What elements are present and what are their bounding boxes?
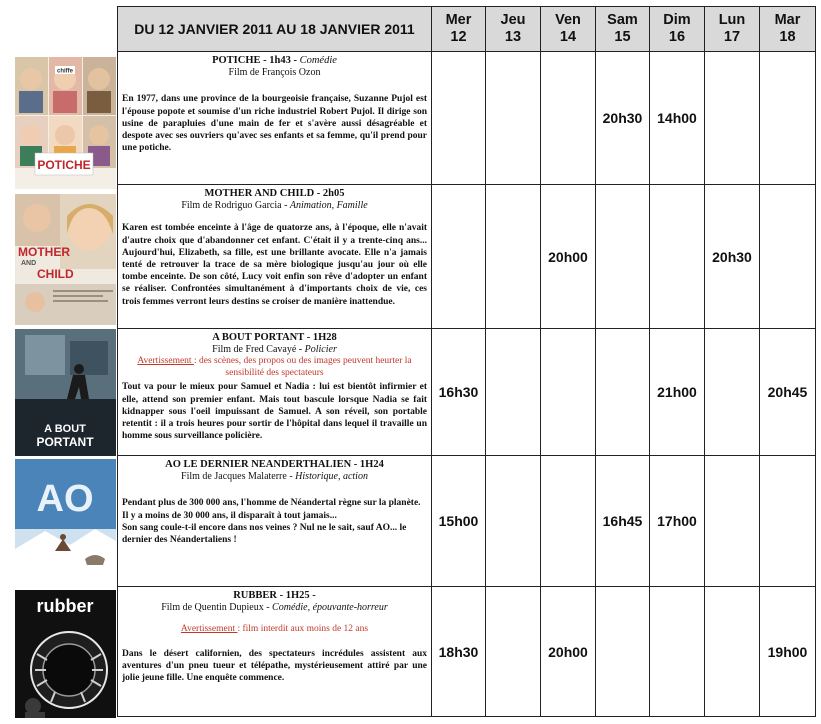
synopsis-line: Son sang coule-t-il encore dans nos veines ? Nul ne le sait, sauf AO... le dernier des Néandertaliens !: [122, 522, 407, 546]
day-name: Sam: [607, 12, 638, 28]
showtime-cell: [432, 185, 486, 329]
film-row-potiche: [118, 52, 816, 185]
film-row-a-bout-portant: [118, 329, 816, 456]
showtime-cell: [541, 456, 596, 587]
film-synopsis: [122, 222, 427, 307]
film-synopsis: [122, 381, 427, 442]
showtime-cell: [760, 456, 816, 587]
showtime-cell: [596, 329, 650, 456]
synopsis-line: Pendant plus de 300 000 ans, l'homme de Néandertal règne sur la planète.: [122, 498, 421, 509]
poster-mother-and-child: [15, 194, 116, 325]
showtime-cell: [650, 185, 705, 329]
film-director-text: Film de Jacques Malaterre -: [181, 471, 296, 483]
poster-mother-label-1: MOTHER: [18, 245, 70, 259]
showtime-cell: [596, 185, 650, 329]
film-director: [122, 471, 427, 483]
film-description: [118, 185, 432, 329]
film-row-rubber: [118, 587, 816, 717]
showtime-cell: 17h00: [650, 456, 705, 587]
film-description: [118, 52, 432, 185]
film-director-text: Film de Rodriguo Garcia -: [181, 200, 290, 212]
synopsis-text: En 1977, dans une province de la bourgeoisie française, Suzanne Pujol est l'épouse popote et soumise d'un riche industriel Robert Pujol. Il dirige son usine de parapluies d'une main de fer et s'avère aussi désagréable et despote avec ses ouvriers qu'avec ses enfants et sa femme, qu'il prend pour une potiche.: [122, 94, 427, 154]
showtime-cell: 20h00: [541, 185, 596, 329]
day-header-sam: [596, 7, 650, 52]
synopsis-text: Dans le désert californien, des spectateurs incrédules assistent aux aventures d'un pneu tueur et télépathe, mystérieusement attiré par une jolie jeune fille. Une enquête commence.: [122, 648, 427, 684]
day-number: 18: [779, 29, 796, 45]
showtime-cell: [486, 587, 541, 717]
day-header-dim: [650, 7, 705, 52]
day-header-lun: [705, 7, 760, 52]
day-number: 12: [450, 29, 467, 45]
day-number: 15: [614, 29, 631, 45]
day-name: Mar: [774, 12, 801, 28]
showtime-cell: 15h00: [432, 456, 486, 587]
day-number: 13: [504, 29, 522, 45]
header-row: [118, 7, 816, 52]
day-header-ven: [541, 7, 596, 52]
film-row-ao: [118, 456, 816, 587]
warning-label: Avertissement: [180, 624, 238, 635]
poster-rubber-label: rubber: [36, 596, 94, 616]
showtime-cell: [486, 456, 541, 587]
day-name: Jeu: [500, 12, 526, 28]
poster-a-bout-label-2: PORTANT: [36, 435, 94, 449]
showtime-cell: [705, 52, 760, 185]
showtime-cell: 20h30: [596, 52, 650, 185]
showtime-cell: 19h00: [760, 587, 816, 717]
film-genre: Policier: [304, 344, 337, 356]
day-number: 16: [668, 29, 686, 45]
film-director: Film de François Ozon: [228, 67, 321, 79]
showtime-cell: 20h30: [705, 185, 760, 329]
warning-text: : des scènes, des propos ou des images peuvent heurter la sensibilité des spectateurs: [193, 356, 412, 378]
poster-mother-label-2: AND: [21, 260, 37, 267]
film-title: RUBBER - 1H25 -: [233, 590, 316, 601]
showtime-cell: [596, 587, 650, 717]
poster-potiche-small-label: chiffe: [56, 68, 74, 75]
poster-a-bout-portant: [15, 329, 116, 456]
showtime-cell: 16h30: [432, 329, 486, 456]
film-synopsis: [122, 497, 427, 546]
day-name: Lun: [718, 12, 746, 28]
film-title: [122, 55, 427, 67]
showtime-cell: 16h45: [596, 456, 650, 587]
synopsis-line: Il y a moins de 30 000 ans, il disparaît à tout jamais...: [122, 510, 337, 521]
showtime-cell: 21h00: [650, 329, 705, 456]
film-synopsis: [122, 93, 427, 154]
film-genre: Comédie, épouvante-horreur: [272, 602, 388, 614]
film-description: [118, 587, 432, 717]
showtime-cell: [650, 587, 705, 717]
day-number: 14: [559, 29, 577, 45]
film-synopsis: [122, 648, 427, 685]
showtime-cell: [486, 329, 541, 456]
synopsis-text: Tout va pour le mieux pour Samuel et Nadia : lui est bientôt infirmier et elle, attend son premier enfant. Mais tout bascule lorsque Nadia se fait kidnapper sous l'oeil impuissant de Samuel. A son réveil, son portable retentit : il a trois heures pour sortir de l'hôpital dans lequel il travaille un homme sous surveillance policière.: [122, 382, 427, 442]
showtime-cell: [705, 587, 760, 717]
day-header-jeu: [486, 7, 541, 52]
showtime-cell: [541, 52, 596, 185]
showtime-cell: [705, 329, 760, 456]
poster-rubber: [15, 590, 116, 718]
day-name: Dim: [663, 12, 691, 28]
film-director: [122, 200, 427, 212]
warning-label: Avertissement: [137, 356, 194, 367]
showtime-cell: 14h00: [650, 52, 705, 185]
film-description: [118, 456, 432, 587]
day-header-mer: [432, 7, 486, 52]
film-director-text: Film de Quentin Dupieux -: [161, 602, 273, 614]
schedule-table: [117, 6, 816, 717]
film-director: [122, 344, 427, 356]
showtime-cell: [705, 456, 760, 587]
showtime-cell: [432, 52, 486, 185]
poster-ao-label: AO: [36, 478, 94, 520]
film-title: MOTHER AND CHILD - 2h05: [204, 188, 345, 199]
showtime-cell: [486, 185, 541, 329]
showtime-cell: [541, 329, 596, 456]
poster-a-bout-label-1: A BOUT: [44, 423, 86, 435]
poster-mother-label-3: CHILD: [37, 267, 74, 281]
poster-potiche-label: POTICHE: [37, 158, 91, 172]
day-number: 17: [723, 29, 741, 45]
film-genre: Historique, action: [295, 471, 368, 483]
film-title: A BOUT PORTANT - 1H28: [212, 332, 337, 343]
film-row-mother-and-child: [118, 185, 816, 329]
film-genre: Animation, Famille: [289, 200, 368, 212]
date-range-header: DU 12 JANVIER 2011 AU 18 JANVIER 2011: [118, 7, 432, 52]
film-warning: [122, 356, 427, 379]
film-genre: Comédie: [299, 55, 337, 66]
day-name: Ven: [555, 12, 581, 28]
film-warning: [122, 624, 427, 636]
showtime-cell: [760, 52, 816, 185]
showtime-cell: 20h45: [760, 329, 816, 456]
film-director-text: Film de Fred Cavayé -: [212, 344, 305, 356]
showtime-cell: [486, 52, 541, 185]
film-director: [122, 602, 427, 614]
showtime-cell: 20h00: [541, 587, 596, 717]
film-description: [118, 329, 432, 456]
warning-text: : film interdit aux moins de 12 ans: [237, 624, 369, 635]
synopsis-text: Karen est tombée enceinte à l'âge de quatorze ans, à l'époque, elle n'avait d'autre choix que d'abandonner cet enfant. C'était il y a trente-cinq ans... Aujourd'hui, Elizabeth, sa fille, est une brillante avocate. Elle n'a jamais tenté de retrouver la trace de sa mère biologique jusqu'au jour où elle tombe enceinte. De son côté, Lucy voit enfin son rêve d'adopter un enfant se réaliser. Confrontées simultanément à d'importants choix de vie, ces trois femmes verront leurs destins se croiser de manière inattendue.: [122, 223, 427, 307]
film-title: AO LE DERNIER NEANDERTHALIEN - 1H24: [165, 459, 384, 470]
day-header-mar: [760, 7, 816, 52]
poster-potiche: [15, 57, 116, 189]
poster-ao: [15, 459, 116, 587]
film-title-text: POTICHE - 1h43 -: [212, 55, 300, 66]
day-name: Mer: [445, 12, 472, 28]
showtime-cell: [760, 185, 816, 329]
showtime-cell: 18h30: [432, 587, 486, 717]
